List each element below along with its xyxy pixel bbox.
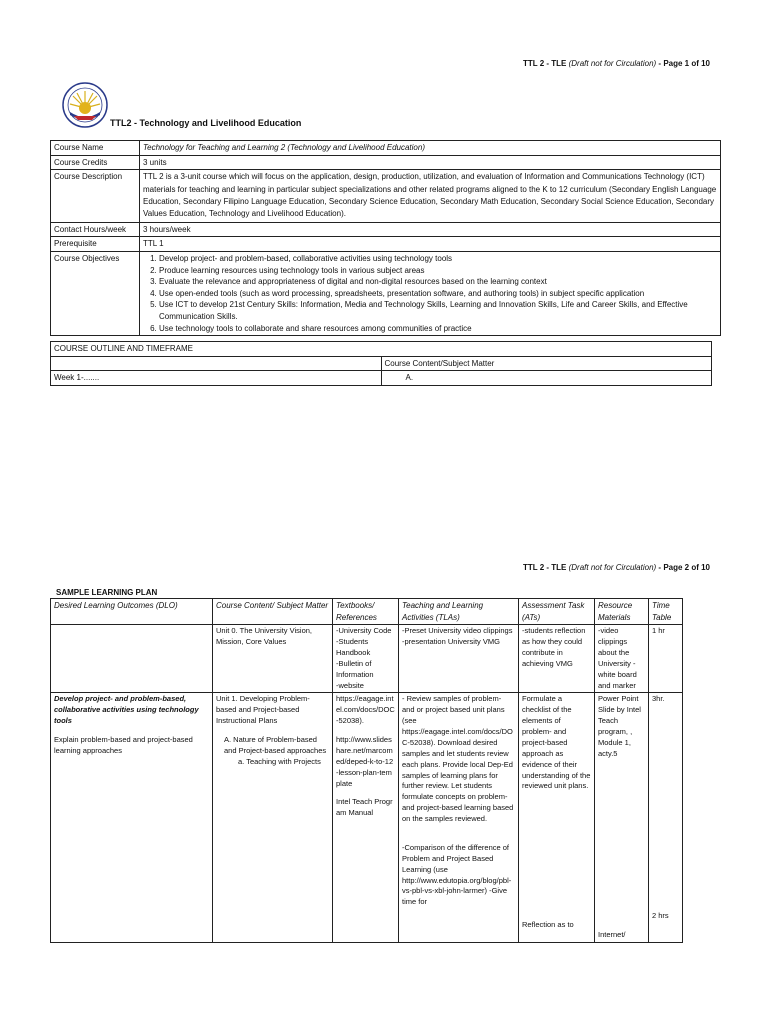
dlo-item: Develop project- and problem-based, collaborative activities using technology tools xyxy=(54,694,199,726)
time-cell xyxy=(649,693,683,942)
reference-link: https://eagage.intel.com/docs/DOC-52038). xyxy=(336,694,395,726)
header-page-number: - Page 1 of 10 xyxy=(656,59,710,68)
list-item: 4. Use open-ended tools (such as word processing, spreadsheets, presentation software, and authoring tools) in subject specific application xyxy=(159,288,717,300)
time-item: 3hr. xyxy=(652,694,665,704)
course-info-table xyxy=(50,140,721,336)
column-header: Teaching and Learning Activities (TLAs) xyxy=(399,599,519,625)
list-item: 5. Use ICT to develop 21st Century Skills: Information, Media and Technology Skills, Learning and Innovation Skills, Life and Career Skills, and Effective Communication Skills. xyxy=(159,299,717,322)
course-name-value: Technology for Teaching and Learning 2 (Technology and Livelihood Education) xyxy=(140,141,721,156)
course-outline-table xyxy=(50,341,712,386)
table-row xyxy=(51,693,683,942)
content-subtopic: a. Teaching with Projects xyxy=(238,756,321,766)
resources-cell: -video clippings about the University -white board and marker xyxy=(595,625,649,693)
prerequisite-value: TTL 1 xyxy=(140,237,721,252)
university-seal-icon xyxy=(62,82,108,128)
references-cell xyxy=(333,693,399,942)
table-row xyxy=(51,251,721,335)
outline-title: COURSE OUTLINE AND TIMEFRAME xyxy=(51,342,712,357)
course-credits-value: 3 units xyxy=(140,155,721,170)
reference-item: -website xyxy=(336,680,364,690)
table-row xyxy=(51,170,721,223)
table-row xyxy=(51,222,721,237)
references-cell xyxy=(333,625,399,693)
page-header xyxy=(523,562,710,574)
list-item: 3. Evaluate the relevance and appropriateness of digital and non-digital resources based on the learning context xyxy=(159,276,717,288)
table-header-row xyxy=(51,599,683,625)
reference-item: -University Code xyxy=(336,626,392,636)
outline-empty-cell xyxy=(51,356,382,371)
week-label: Week 1-....... xyxy=(51,371,382,386)
assessment-item: Reflection as to xyxy=(522,920,574,930)
week-content: A. xyxy=(381,371,712,386)
section-title: SAMPLE LEARNING PLAN xyxy=(56,588,158,597)
header-draft: (Draft not for Circulation) xyxy=(568,563,657,572)
table-row xyxy=(51,141,721,156)
assessment-item: Formulate a checklist of the elements of problem- and project-based approach as evidence of their understanding of the reviewed unit plans. xyxy=(522,694,591,791)
objectives-list xyxy=(143,253,717,334)
list-item: 2. Produce learning resources using technology tools in various subject areas xyxy=(159,265,717,277)
tla-cell xyxy=(399,625,519,693)
dlo-cell xyxy=(51,693,213,942)
course-description-label: Course Description xyxy=(51,170,140,223)
header-course: TTL 2 - TLE xyxy=(522,59,567,68)
resource-item: Internet/ xyxy=(598,929,626,939)
column-header: Course Content/ Subject Matter xyxy=(213,599,333,625)
table-row xyxy=(51,155,721,170)
table-row xyxy=(51,356,712,371)
table-row xyxy=(51,237,721,252)
table-row xyxy=(51,625,683,693)
content-cell: Unit 0. The University Vision, Mission, Core Values xyxy=(213,625,333,693)
course-objectives-value xyxy=(140,251,721,335)
prerequisite-label: Prerequisite xyxy=(51,237,140,252)
column-header: Time Table xyxy=(649,599,683,625)
table-row xyxy=(51,342,712,357)
outline-column-header: Course Content/Subject Matter xyxy=(381,356,712,371)
resource-item: Power Point Slide by Intel Teach program, , Module 1, acty.5 xyxy=(598,694,641,758)
content-unit: Unit 1. Developing Problem-based and Project-based Instructional Plans xyxy=(216,694,310,726)
tla-item: - Review samples of problem- and or project based unit plans (see https://eagage.intel.com/docs/DOC-52038). Download desired samples and let students review each plans. Provide local Dep-Ed samples of learning plans for further review. Let students formulate concepts on problem- and project-based learning based on the samples reviewed. xyxy=(402,694,514,824)
course-description-value: TTL 2 is a 3-unit course which will focus on the application, design, production, utilization, and evaluation of Information and Communications Technology (ICT) materials for teaching and learning in particular subject specializations and other related programs aligned to the K to 12 curriculum (Secondary English Language Education, Secondary Filipino Language Education, Secondary Science Education, Secondary Math Education, Secondary Social Science Education, Secondary Values Education, Technology and Livelihood Education). xyxy=(140,170,721,223)
course-objectives-label: Course Objectives xyxy=(51,251,140,335)
reference-item: -Students Handbook xyxy=(336,637,371,657)
contact-hours-label: Contact Hours/week xyxy=(51,222,140,237)
assessment-cell: -students reflection as how they could contribute in achieving VMG xyxy=(519,625,595,693)
course-name-label: Course Name xyxy=(51,141,140,156)
column-header: Assessment Task (ATs) xyxy=(519,599,595,625)
tla-item: -Preset University video clippings xyxy=(402,626,513,636)
dlo-item: Explain problem-based and project-based learning approaches xyxy=(54,735,193,755)
time-cell: 1 hr xyxy=(649,625,683,693)
header-page-number: - Page 2 of 10 xyxy=(656,563,710,572)
content-cell xyxy=(213,693,333,942)
course-credits-label: Course Credits xyxy=(51,155,140,170)
time-item: 2 hrs xyxy=(652,911,669,921)
list-item: 1. Develop project- and problem-based, collaborative activities using technology tools xyxy=(159,253,717,265)
header-draft: (Draft not for Circulation) xyxy=(568,59,657,68)
content-topic: A. Nature of Problem-based and Project-based approaches xyxy=(224,735,327,755)
header-course: TTL 2 - TLE xyxy=(522,563,567,572)
dlo-cell xyxy=(51,625,213,693)
tla-item: -presentation University VMG xyxy=(402,637,500,647)
column-header: Textbooks/ References xyxy=(333,599,399,625)
column-header: Resource Materials xyxy=(595,599,649,625)
tla-cell xyxy=(399,693,519,942)
reference-link: http://www.slideshare.net/marcomed/deped-k-to-12-lesson-plan-template xyxy=(336,735,394,788)
document-title: TTL2 - Technology and Livelihood Education xyxy=(110,118,302,128)
tla-item: -Comparison of the difference of Problem and Project Based Learning (use http://www.edutopia.org/blog/pbl-vs-pbl-vs-xbl-john-larmer) -Give time for xyxy=(402,842,512,907)
assessment-cell xyxy=(519,693,595,942)
column-header: Desired Learning Outcomes (DLO) xyxy=(51,599,213,625)
page-header xyxy=(523,58,710,70)
resources-cell xyxy=(595,693,649,942)
list-item: 6. Use technology tools to collaborate and share resources among communities of practice xyxy=(159,323,717,335)
reference-item: Intel Teach Program Manual xyxy=(336,797,393,818)
table-row xyxy=(51,371,712,386)
learning-plan-table xyxy=(50,598,683,943)
contact-hours-value: 3 hours/week xyxy=(140,222,721,237)
reference-item: -Bulletin of Information xyxy=(336,658,374,679)
